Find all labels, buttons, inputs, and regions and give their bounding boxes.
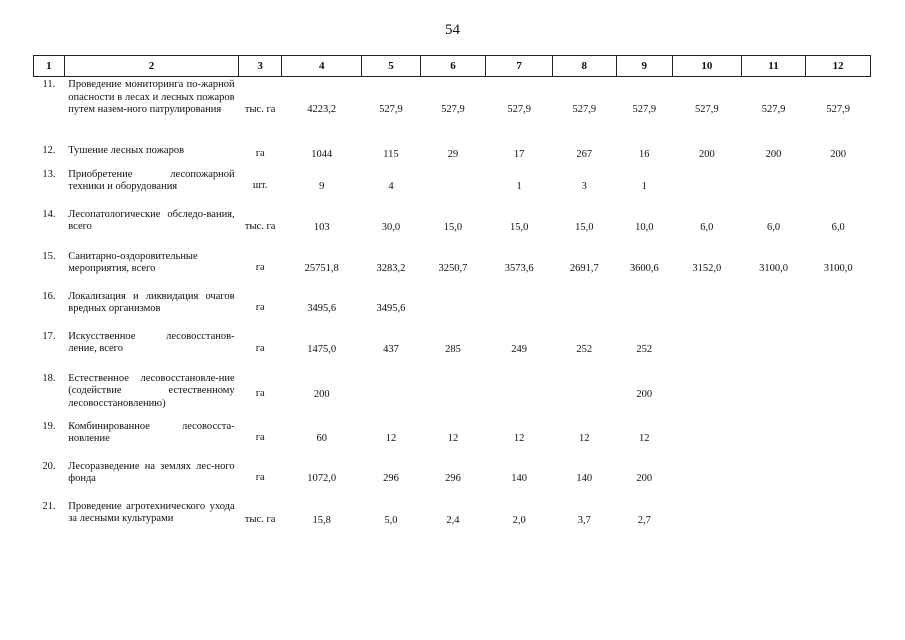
- value-cell: 9: [319, 181, 325, 192]
- unit-cell: тыс. га: [244, 103, 276, 115]
- value-cell: 16: [639, 149, 650, 160]
- value-cell: [741, 499, 806, 543]
- value-cell: [741, 167, 806, 207]
- value-cell: 527,9: [379, 104, 403, 116]
- column-header: 5: [362, 56, 420, 77]
- row-number: 14.: [42, 208, 56, 220]
- value-cell: [741, 329, 806, 371]
- value-cell: 527,9: [826, 104, 850, 116]
- page-number: 54: [445, 22, 460, 38]
- value-cell: 3: [581, 181, 587, 192]
- value-cell: 527,9: [761, 104, 786, 116]
- value-cell: 60: [316, 433, 327, 444]
- activity-name: Проведение мониторинга по-жарной опасности в лесах и лесных пожаров путем назем-ного патрулирования: [68, 79, 235, 115]
- value-cell: 140: [576, 473, 593, 484]
- value-cell: [616, 289, 672, 329]
- value-cell: [672, 167, 741, 207]
- unit-cell: га: [255, 343, 265, 355]
- value-cell: [672, 419, 741, 459]
- value-cell: 3495,6: [307, 303, 337, 314]
- value-cell: 15,8: [312, 515, 331, 526]
- value-cell: 3100,0: [823, 263, 853, 274]
- value-cell: 200: [830, 149, 847, 160]
- value-cell: 3283,2: [376, 263, 406, 274]
- value-cell: 10,0: [635, 222, 654, 233]
- row-number: 21.: [42, 500, 56, 512]
- value-cell: [486, 371, 553, 419]
- value-cell: 2,0: [512, 515, 526, 526]
- activity-name: Лесоразведение на землях лес-ного фонда: [68, 460, 235, 484]
- value-cell: [806, 289, 871, 329]
- table-row: [34, 499, 871, 543]
- value-cell: [672, 371, 741, 419]
- value-cell: [672, 499, 741, 543]
- unit-cell: га: [255, 262, 265, 274]
- row-number: 18.: [42, 372, 56, 384]
- unit-cell: га: [255, 302, 265, 314]
- column-header: 12: [806, 56, 871, 77]
- value-cell: 2,4: [446, 515, 460, 526]
- value-cell: 15,0: [509, 222, 529, 233]
- activity-name: Комбинированное лесовосста-новление: [68, 420, 235, 444]
- row-number: 20.: [42, 460, 56, 472]
- value-cell: 15,0: [443, 222, 463, 233]
- row-number: 11.: [42, 79, 56, 90]
- value-cell: 285: [445, 344, 461, 355]
- value-cell: [672, 289, 741, 329]
- row-number: 15.: [42, 250, 56, 262]
- column-header: 7: [486, 56, 553, 77]
- value-cell: 200: [765, 149, 782, 160]
- unit-cell: га: [255, 432, 265, 444]
- value-cell: 5,0: [384, 515, 398, 526]
- value-cell: 527,9: [441, 104, 465, 116]
- column-header: 10: [672, 56, 741, 77]
- value-cell: [806, 419, 871, 459]
- forest-activities-table: [33, 55, 871, 543]
- value-cell: 12: [639, 433, 650, 444]
- value-cell: 252: [636, 344, 653, 355]
- value-cell: 200: [698, 149, 715, 160]
- value-cell: [420, 289, 486, 329]
- value-cell: 3,7: [577, 515, 591, 526]
- unit-cell: га: [255, 148, 265, 160]
- value-cell: 25751,8: [304, 263, 339, 274]
- activity-name: Санитарно-оздоровительные мероприятия, всего: [68, 250, 198, 274]
- row-number: 13.: [42, 168, 56, 180]
- value-cell: 200: [636, 389, 653, 400]
- table-row: [34, 207, 871, 249]
- value-cell: [420, 371, 486, 419]
- value-cell: [362, 371, 420, 419]
- table-row: [34, 143, 871, 167]
- value-cell: 15,0: [575, 222, 594, 233]
- value-cell: 6,0: [831, 222, 845, 233]
- value-cell: 12: [447, 433, 459, 444]
- table-row: [34, 371, 871, 419]
- value-cell: [806, 459, 871, 499]
- value-cell: 115: [383, 149, 399, 160]
- table-row: [34, 459, 871, 499]
- value-cell: 2,7: [637, 515, 651, 526]
- value-cell: 267: [576, 149, 593, 160]
- table-row: [34, 419, 871, 459]
- table-body: [34, 77, 871, 543]
- value-cell: 527,9: [695, 104, 719, 116]
- row-number: 19.: [42, 420, 56, 432]
- row-number: 12.: [42, 144, 56, 156]
- unit-cell: тыс. га: [244, 514, 276, 526]
- value-cell: [806, 499, 871, 543]
- column-header: 1: [34, 56, 65, 77]
- activity-name: Лесопатологические обследо-вания, всего: [68, 208, 235, 232]
- value-cell: 252: [576, 344, 593, 355]
- value-cell: 3100,0: [759, 263, 788, 274]
- value-cell: 200: [636, 473, 653, 484]
- value-cell: [741, 371, 806, 419]
- value-cell: 1: [516, 181, 522, 192]
- value-cell: 12: [513, 433, 525, 444]
- value-cell: 1072,0: [307, 473, 337, 484]
- value-cell: [741, 419, 806, 459]
- value-cell: 200: [313, 389, 330, 400]
- value-cell: [806, 371, 871, 419]
- header-row: [34, 56, 871, 77]
- value-cell: 527,9: [507, 104, 531, 116]
- table-row: [34, 167, 871, 207]
- value-cell: 527,9: [632, 104, 657, 116]
- unit-cell: га: [255, 388, 265, 400]
- value-cell: 1044: [311, 149, 333, 160]
- value-cell: 3573,6: [504, 263, 534, 274]
- value-cell: [486, 289, 553, 329]
- value-cell: 140: [511, 473, 528, 484]
- value-cell: 12: [385, 433, 397, 444]
- value-cell: 296: [445, 473, 461, 484]
- column-header: 3: [239, 56, 282, 77]
- column-header: 4: [282, 56, 362, 77]
- column-header: 9: [616, 56, 672, 77]
- column-header: 2: [64, 56, 238, 77]
- value-cell: [741, 289, 806, 329]
- value-cell: [552, 289, 616, 329]
- value-cell: 3152,0: [692, 263, 722, 274]
- unit-cell: га: [255, 472, 265, 484]
- value-cell: 4: [388, 181, 394, 192]
- value-cell: 29: [447, 149, 459, 160]
- table-row: [34, 289, 871, 329]
- activity-name: Искусственное лесовосстанов-ление, всего: [68, 330, 235, 354]
- column-header: 8: [552, 56, 616, 77]
- table-row: [34, 329, 871, 371]
- value-cell: [806, 329, 871, 371]
- activity-name: Приобретение лесопожарной техники и оборудования: [68, 168, 235, 192]
- table-row: [34, 77, 871, 143]
- value-cell: [741, 459, 806, 499]
- value-cell: 17: [513, 149, 525, 160]
- activity-name: Тушение лесных пожаров: [68, 144, 185, 156]
- value-cell: 1475,0: [307, 344, 337, 355]
- unit-cell: тыс. га: [244, 221, 276, 233]
- value-cell: 2691,7: [569, 263, 599, 274]
- row-number: 17.: [42, 330, 56, 342]
- value-cell: 437: [383, 344, 399, 355]
- value-cell: 103: [313, 222, 330, 233]
- activity-name: Локализация и ликвидация очагов вредных организмов: [68, 290, 235, 314]
- value-cell: 1: [641, 181, 647, 192]
- unit-cell: шт.: [252, 180, 268, 192]
- value-cell: 4223,2: [307, 104, 337, 116]
- value-cell: 3495,6: [376, 303, 406, 314]
- value-cell: 12: [579, 433, 590, 444]
- value-cell: [806, 167, 871, 207]
- activity-name: Естественное лесовосстановле-ние (содействие естественному лесовосстановлению): [68, 372, 235, 409]
- column-header: 6: [420, 56, 486, 77]
- value-cell: 30,0: [381, 222, 401, 233]
- column-header: 11: [741, 56, 806, 77]
- value-cell: 3600,6: [629, 263, 659, 274]
- value-cell: [672, 459, 741, 499]
- value-cell: 527,9: [572, 104, 597, 116]
- value-cell: 6,0: [700, 222, 714, 233]
- value-cell: 3250,7: [438, 263, 468, 274]
- value-cell: 249: [511, 344, 528, 355]
- value-cell: [420, 167, 486, 207]
- value-cell: 296: [383, 473, 399, 484]
- value-cell: 6,0: [766, 222, 781, 233]
- row-number: 16.: [42, 290, 56, 302]
- value-cell: [552, 371, 616, 419]
- activity-name: Проведение агротехнического ухода за лесными культурами: [68, 500, 235, 524]
- table-row: [34, 249, 871, 289]
- value-cell: [672, 329, 741, 371]
